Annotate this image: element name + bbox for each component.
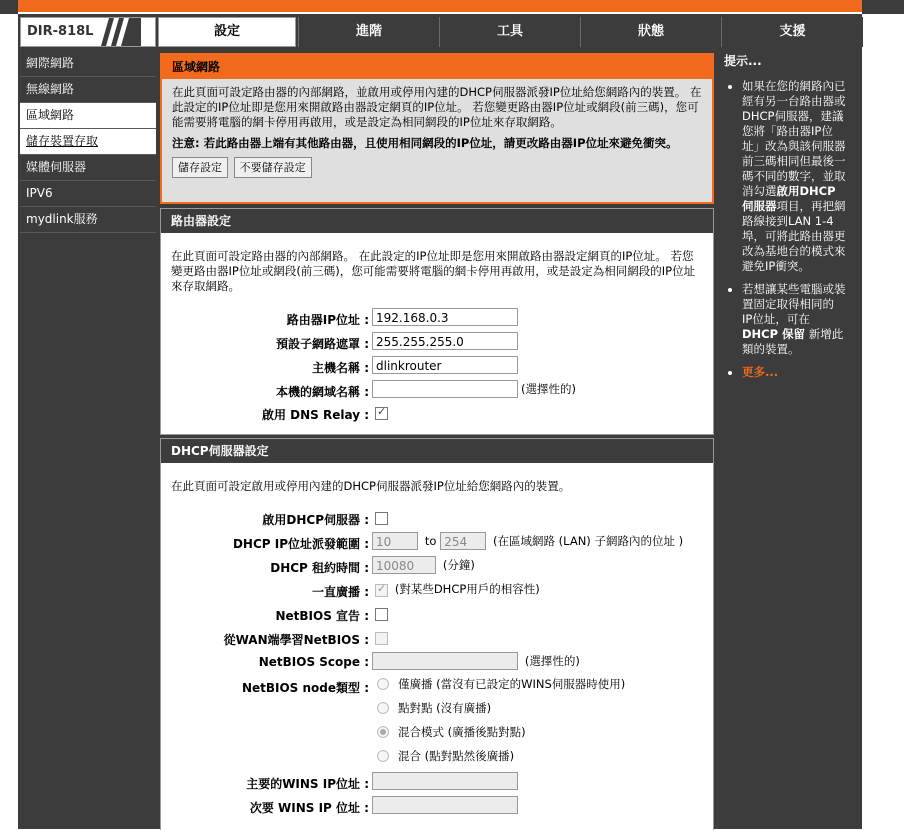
primary-wins-label: 主要的WINS IP位址 : <box>246 777 369 791</box>
lease-time-input[interactable]: 10080 <box>372 556 436 574</box>
tab-advanced[interactable]: 進階 <box>298 17 439 47</box>
tab-setup[interactable]: 設定 <box>158 17 296 47</box>
lan-panel-description: 在此頁面可設定路由器的內部網路，並啟用或停用內建的DHCP伺服器派發IP位址給您網路內的裝置。 在此設定的IP位址即是您用來開啟路由器設定網頁的IP位址。 若您變更路由器IP位址或網段(前三碼)，您可能需要將電腦的網卡停用再啟用，或是設定為相同網段的IP位址來存取網路。 <box>172 85 702 129</box>
model-name: DIR-818L <box>27 24 94 39</box>
dhcp-range-start-input[interactable]: 10 <box>372 532 418 550</box>
sidebar <box>20 51 156 233</box>
top-nav <box>18 17 862 47</box>
router-settings-panel <box>160 208 714 435</box>
node-radio-p2p[interactable] <box>377 702 389 714</box>
tab-status[interactable]: 狀態 <box>580 17 721 47</box>
hint-item: • 若想讓某些電腦或裝置固定取得相同的 IP位址，可在 DHCP 保留 新增此類的裝置。 <box>742 282 846 357</box>
hints-title: 提示... <box>720 51 850 71</box>
netbios-wan-label: 從WAN端學習NetBIOS : <box>223 633 369 647</box>
router-settings-description: 在此頁面可設定路由器的內部網路。 在此設定的IP位址即是您用來開啟路由器設定網頁的IP位址。 若您變更路由器IP位址或網段(前三碼)，您可能需要將電腦的網卡停用再啟用，或是設定為相同網段的IP位址來存取網路。 <box>171 249 696 293</box>
always-broadcast-note: (對某些DHCP用戶的相容性) <box>394 581 540 596</box>
tab-support[interactable]: 支援 <box>721 17 863 47</box>
sidebar-item-lan[interactable]: 區域網路 <box>20 103 156 129</box>
dhcp-range-label: DHCP IP位址派發範圍 : <box>232 537 369 551</box>
dhcp-settings-description: 在此頁面可設定啟用或停用內建的DHCP伺服器派發IP位址給您網路內的裝置。 <box>171 479 571 493</box>
host-name-input[interactable]: dlinkrouter <box>372 356 518 374</box>
lease-time-label: DHCP 租約時間 : <box>270 561 369 575</box>
lan-panel-notice: 注意: 若此路由器上端有其他路由器，且使用相同網段的IP位址，請更改路由器IP位址來避免衝突。 <box>172 136 678 150</box>
netbios-scope-input[interactable] <box>372 652 518 670</box>
top-bar <box>0 0 904 14</box>
always-broadcast-label: 一直廣播 : <box>312 585 369 599</box>
dhcp-range-end-input[interactable]: 254 <box>440 532 486 550</box>
primary-wins-input[interactable] <box>372 772 518 790</box>
secondary-wins-input[interactable] <box>372 796 518 814</box>
save-settings-button[interactable]: 儲存設定 <box>172 157 228 178</box>
secondary-wins-label: 次要 WINS IP 位址 : <box>249 801 369 815</box>
dont-save-settings-button[interactable]: 不要儲存設定 <box>234 157 312 178</box>
enable-dhcp-label: 啟用DHCP伺服器 : <box>262 513 369 527</box>
router-settings-title: 路由器設定 <box>161 209 713 233</box>
local-domain-label: 本機的網域名稱 : <box>276 385 369 399</box>
radio-dot-icon <box>380 729 386 735</box>
dns-relay-label: 啟用 DNS Relay : <box>261 408 369 422</box>
check-icon: ✓ <box>377 582 387 595</box>
local-domain-note: (選擇性的) <box>521 382 576 396</box>
enable-dhcp-checkbox[interactable] <box>375 512 388 525</box>
node-radio-hybrid[interactable] <box>377 726 389 738</box>
node-radio-mixed[interactable] <box>377 750 389 762</box>
netbios-node-label: NetBIOS node類型 : <box>241 681 369 695</box>
host-name-label: 主機名稱 : <box>312 361 369 375</box>
lease-time-note: (分鐘) <box>442 558 475 572</box>
netbios-announce-label: NetBIOS 宣告 : <box>275 609 369 623</box>
sidebar-item-storage[interactable]: 儲存裝置存取 <box>20 129 156 155</box>
always-broadcast-checkbox[interactable] <box>375 584 388 597</box>
hints-panel <box>720 51 850 379</box>
subnet-mask-input[interactable]: 255.255.255.0 <box>372 332 518 350</box>
check-icon: ✓ <box>377 405 387 418</box>
dhcp-settings-panel <box>160 438 714 830</box>
sidebar-item-wireless[interactable]: 無線網路 <box>20 77 156 103</box>
router-ip-input[interactable]: 192.168.0.3 <box>372 308 518 326</box>
sidebar-item-media-server[interactable]: 媒體伺服器 <box>20 155 156 181</box>
dhcp-range-note: (在區域網路 (LAN) 子網路內的位址 ) <box>493 534 684 548</box>
model-label <box>20 17 156 47</box>
local-domain-input[interactable] <box>372 380 518 398</box>
more-link[interactable]: 更多... <box>742 365 779 379</box>
node-option-label: 點對點 (沒有廣播) <box>398 701 492 715</box>
node-option-label: 混合模式 (廣播後點對點) <box>398 725 526 739</box>
router-ip-label: 路由器IP位址 : <box>286 313 369 327</box>
sidebar-item-mydlink[interactable]: mydlink服務 <box>20 207 156 233</box>
node-option-label: 僅廣播 (當沒有已設定的WINS伺服器時使用) <box>398 677 626 691</box>
netbios-scope-note: (選擇性的) <box>524 654 580 668</box>
node-radio-broadcast[interactable] <box>377 678 389 690</box>
dhcp-range-to: to <box>424 534 437 548</box>
lan-panel <box>160 53 714 204</box>
subnet-mask-label: 預設子網路遮罩 : <box>276 337 369 351</box>
dns-relay-checkbox[interactable] <box>375 407 388 420</box>
netbios-scope-label: NetBIOS Scope : <box>258 655 369 669</box>
netbios-announce-checkbox[interactable] <box>375 608 388 621</box>
tab-tools[interactable]: 工具 <box>439 17 580 47</box>
lan-panel-title: 區域網路 <box>162 55 712 79</box>
brand-banner <box>18 0 862 14</box>
hint-item: • 如果在您的網路內已經有另一台路由器或DHCP伺服器，建議您將「路由器IP位址」改為與該伺服器前三碼相同但最後一碼不同的數字，並取消勾選啟用DHCP伺服器項目，再把網路線接到LAN 1-4埠，可將此路由器更改為基地台的模式來避免IP衝突。 <box>742 79 846 274</box>
node-option-label: 混合 (點對點然後廣播) <box>398 749 515 763</box>
netbios-wan-checkbox[interactable] <box>375 632 388 645</box>
slash-logo-icon <box>81 18 141 46</box>
sidebar-item-internet[interactable]: 網際網路 <box>20 51 156 77</box>
dhcp-settings-title: DHCP伺服器設定 <box>161 439 713 463</box>
sidebar-item-ipv6[interactable]: IPV6 <box>20 181 156 207</box>
